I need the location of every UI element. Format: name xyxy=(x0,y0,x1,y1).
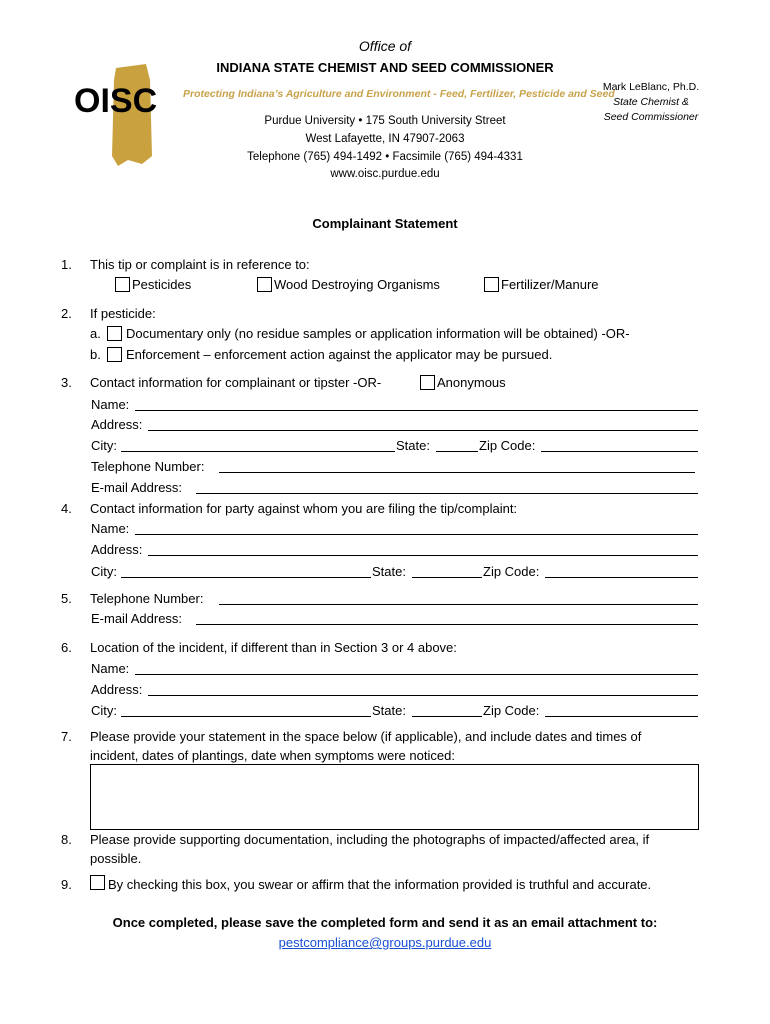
section-8-number: 8. xyxy=(61,832,72,847)
submission-email-link[interactable]: pestcompliance@groups.purdue.edu xyxy=(278,935,492,950)
s5-telephone-label: Telephone Number: xyxy=(90,591,204,606)
s6-state-field[interactable] xyxy=(412,716,482,717)
section-4-number: 4. xyxy=(61,501,72,516)
section-7-line-2: incident, dates of plantings, date when symptoms were noticed: xyxy=(90,748,455,763)
section-9-number: 9. xyxy=(61,877,72,892)
commissioner-title-2: Seed Commissioner xyxy=(603,111,699,123)
section-8-line-1: Please provide supporting documentation, including the photographs of impacted/affected area, if xyxy=(90,832,650,847)
documentary-checkbox[interactable] xyxy=(107,326,122,341)
s3-zip-label: Zip Code: xyxy=(479,438,536,453)
agency-title: INDIANA STATE CHEMIST AND SEED COMMISSIONER xyxy=(216,60,554,75)
section-2-text: If pesticide: xyxy=(90,306,156,321)
s4-address-label: Address: xyxy=(91,542,143,557)
s3-city-field[interactable] xyxy=(121,451,395,452)
section-7-number: 7. xyxy=(61,729,72,744)
section-2-number: 2. xyxy=(61,306,72,321)
s3-state-label: State: xyxy=(396,438,430,453)
section-1-number: 1. xyxy=(61,257,72,272)
s4-name-label: Name: xyxy=(91,521,130,536)
s5-email-field[interactable] xyxy=(196,624,698,625)
s4-name-field[interactable] xyxy=(135,534,698,535)
s3-name-field[interactable] xyxy=(135,410,698,411)
statement-textarea[interactable] xyxy=(90,764,699,830)
phone-line: Telephone (765) 494-1492 • Facsimile (765) 494-4331 xyxy=(247,151,523,163)
s3-telephone-label: Telephone Number: xyxy=(91,459,205,474)
footer-instruction: Once completed, please save the completed form and send it as an email attachment to: xyxy=(112,915,658,930)
s6-name-field[interactable] xyxy=(135,674,698,675)
agency-tagline: Protecting Indiana’s Agriculture and Environment - Feed, Fertilizer, Pesticide and Seed xyxy=(183,88,615,100)
option-b-label: b. xyxy=(90,347,101,362)
address-line-2: West Lafayette, IN 47907-2063 xyxy=(305,133,465,145)
enforcement-checkbox[interactable] xyxy=(107,347,122,362)
s6-state-label: State: xyxy=(372,703,406,718)
s3-email-label: E-mail Address: xyxy=(91,480,183,495)
s5-email-label: E-mail Address: xyxy=(91,611,183,626)
s4-city-label: City: xyxy=(91,564,117,579)
s3-city-label: City: xyxy=(91,438,117,453)
s6-name-label: Name: xyxy=(91,661,130,676)
s6-zip-label: Zip Code: xyxy=(483,703,540,718)
s4-city-field[interactable] xyxy=(121,577,371,578)
s4-state-label: State: xyxy=(372,564,406,579)
s3-address-label: Address: xyxy=(91,417,143,432)
option-a-label: a. xyxy=(90,326,101,341)
s3-email-field[interactable] xyxy=(196,493,698,494)
s4-zip-label: Zip Code: xyxy=(483,564,540,579)
anonymous-checkbox[interactable] xyxy=(420,375,435,390)
section-4-text: Contact information for party against whom you are filing the tip/complaint: xyxy=(90,501,518,516)
s3-name-label: Name: xyxy=(91,397,130,412)
section-5-number: 5. xyxy=(61,591,72,606)
affirm-text: By checking this box, you swear or affirm that the information provided is truthful and accurate. xyxy=(108,877,652,892)
wood-destroying-label: Wood Destroying Organisms xyxy=(274,277,440,292)
affirm-checkbox[interactable] xyxy=(90,875,105,890)
s4-zip-field[interactable] xyxy=(545,577,698,578)
s6-city-field[interactable] xyxy=(121,716,371,717)
s6-city-label: City: xyxy=(91,703,117,718)
pesticides-checkbox[interactable] xyxy=(115,277,130,292)
documentary-text: Documentary only (no residue samples or application information will be obtained) -OR- xyxy=(126,326,630,341)
section-6-text: Location of the incident, if different than in Section 3 or 4 above: xyxy=(90,640,457,655)
commissioner-block xyxy=(576,80,726,125)
section-3-text: Contact information for complainant or tipster -OR- xyxy=(90,375,382,390)
form-title: Complainant Statement xyxy=(312,216,458,231)
fertilizer-label: Fertilizer/Manure xyxy=(501,277,599,292)
commissioner-title-1: State Chemist & xyxy=(613,96,689,108)
wood-destroying-checkbox[interactable] xyxy=(257,277,272,292)
logo-text: OISC xyxy=(74,82,158,120)
section-7-line-1: Please provide your statement in the space below (if applicable), and include dates and times of xyxy=(90,729,642,744)
s3-address-field[interactable] xyxy=(148,430,698,431)
section-1-text: This tip or complaint is in reference to: xyxy=(90,257,310,272)
s6-address-field[interactable] xyxy=(148,695,698,696)
pesticides-label: Pesticides xyxy=(132,277,192,292)
s4-address-field[interactable] xyxy=(148,555,698,556)
section-6-number: 6. xyxy=(61,640,72,655)
section-8-line-2: possible. xyxy=(90,851,142,866)
section-3-number: 3. xyxy=(61,375,72,390)
fertilizer-checkbox[interactable] xyxy=(484,277,499,292)
s3-telephone-field[interactable] xyxy=(219,472,695,473)
s4-state-field[interactable] xyxy=(412,577,482,578)
s6-zip-field[interactable] xyxy=(545,716,698,717)
s3-zip-field[interactable] xyxy=(541,451,698,452)
office-of: Office of xyxy=(358,38,412,54)
website: www.oisc.purdue.edu xyxy=(330,168,440,180)
enforcement-text: Enforcement – enforcement action against the applicator may be pursued. xyxy=(126,347,553,362)
s6-address-label: Address: xyxy=(91,682,143,697)
address-line-1: Purdue University • 175 South University Street xyxy=(264,115,506,127)
commissioner-name: Mark LeBlanc, Ph.D. xyxy=(602,81,700,93)
s3-state-field[interactable] xyxy=(436,451,478,452)
s5-telephone-field[interactable] xyxy=(219,604,698,605)
anonymous-label: Anonymous xyxy=(437,375,506,390)
